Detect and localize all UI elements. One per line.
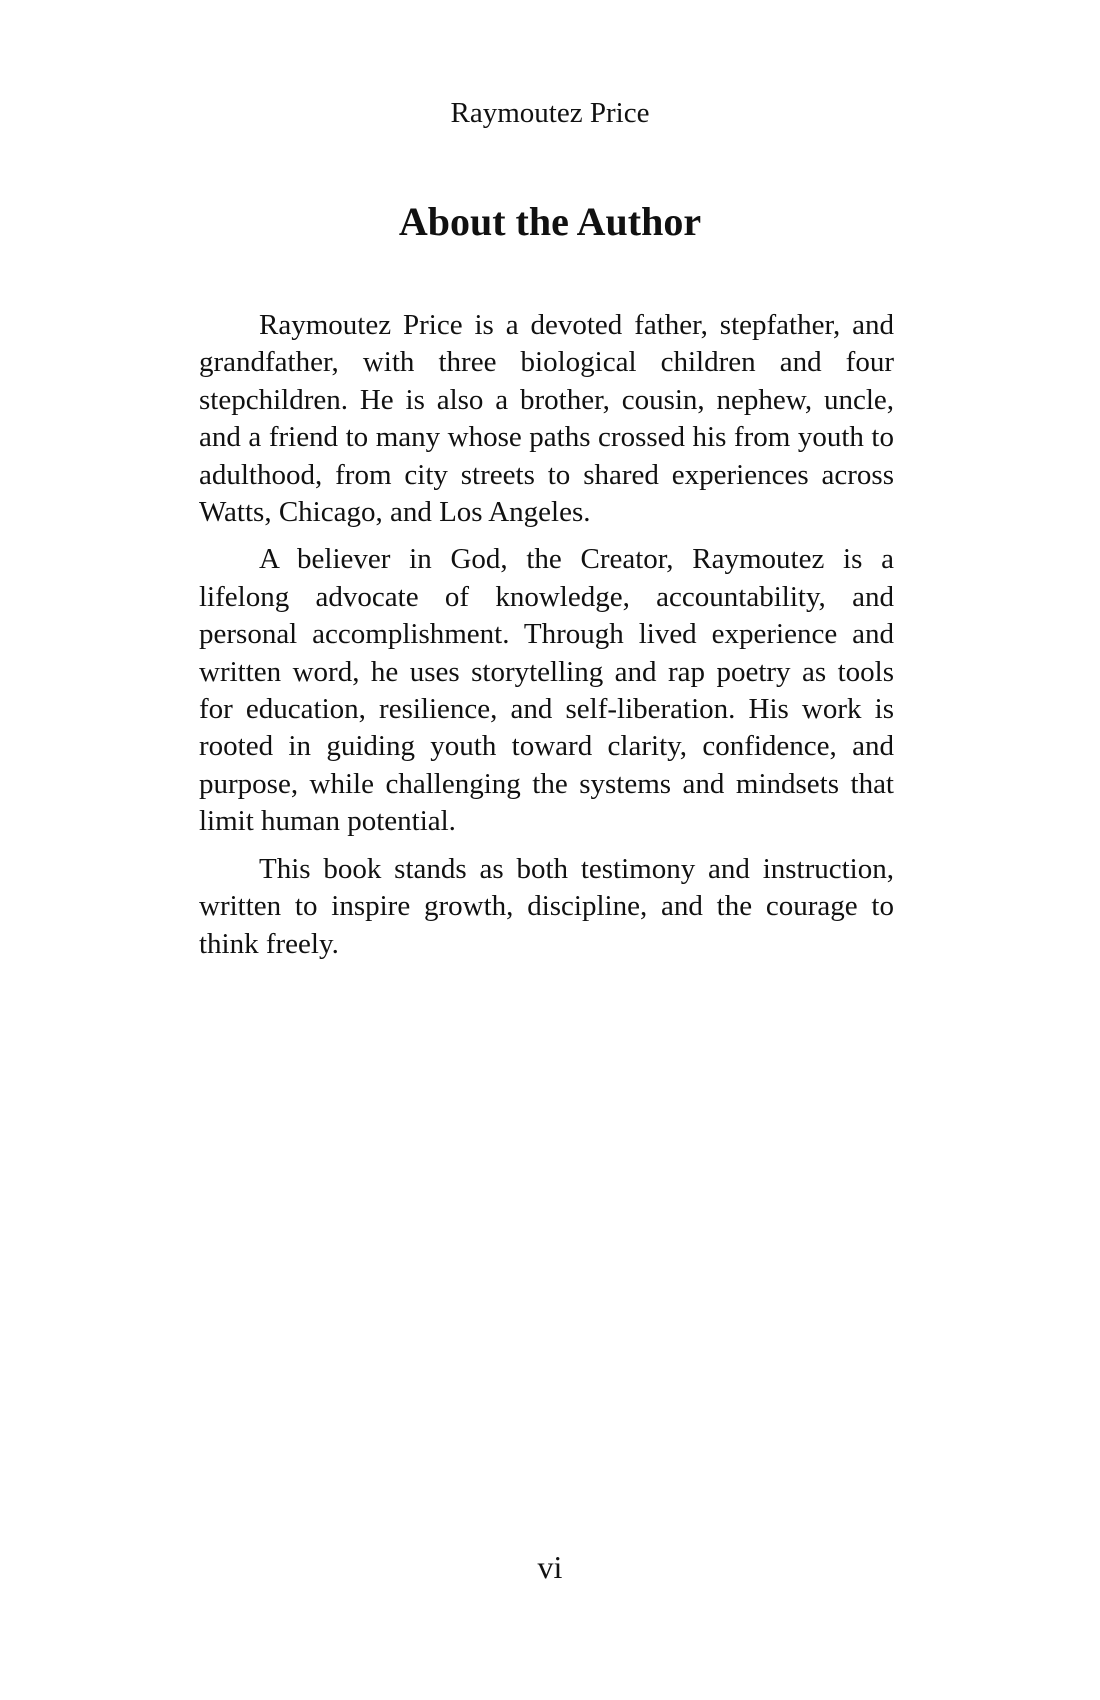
running-head: Raymoutez Price (450, 97, 650, 129)
paragraph-beliefs: A believer in God, the Creator, Raymoutez is a lifelong advocate of knowledge, accountability, and personal accomplishment. Through lived experience and written word, he uses storytelling and rap poetry as tools for education, resilience, and self-liberation. His work is rooted in guiding youth toward clarity, confidence, and purpose, while challenging the systems and mindsets that limit human potential. (199, 543, 894, 838)
paragraph-book-purpose: This book stands as both testimony and instruction, written to inspire growth, discipline, and the courage to think freely. (199, 852, 894, 960)
paragraph-family: Raymoutez Price is a devoted father, stepfather, and grandfather, with three biological children and four stepchildren. He is also a brother, cousin, nephew, uncle, and a friend to many whose paths crossed his from youth to adulthood, from city streets to shared experiences across Watts, Chicago, and Los Angeles. (199, 309, 894, 529)
body-text (199, 307, 894, 973)
page-title: About the Author (398, 199, 702, 244)
page-number: vi (537, 1549, 563, 1585)
